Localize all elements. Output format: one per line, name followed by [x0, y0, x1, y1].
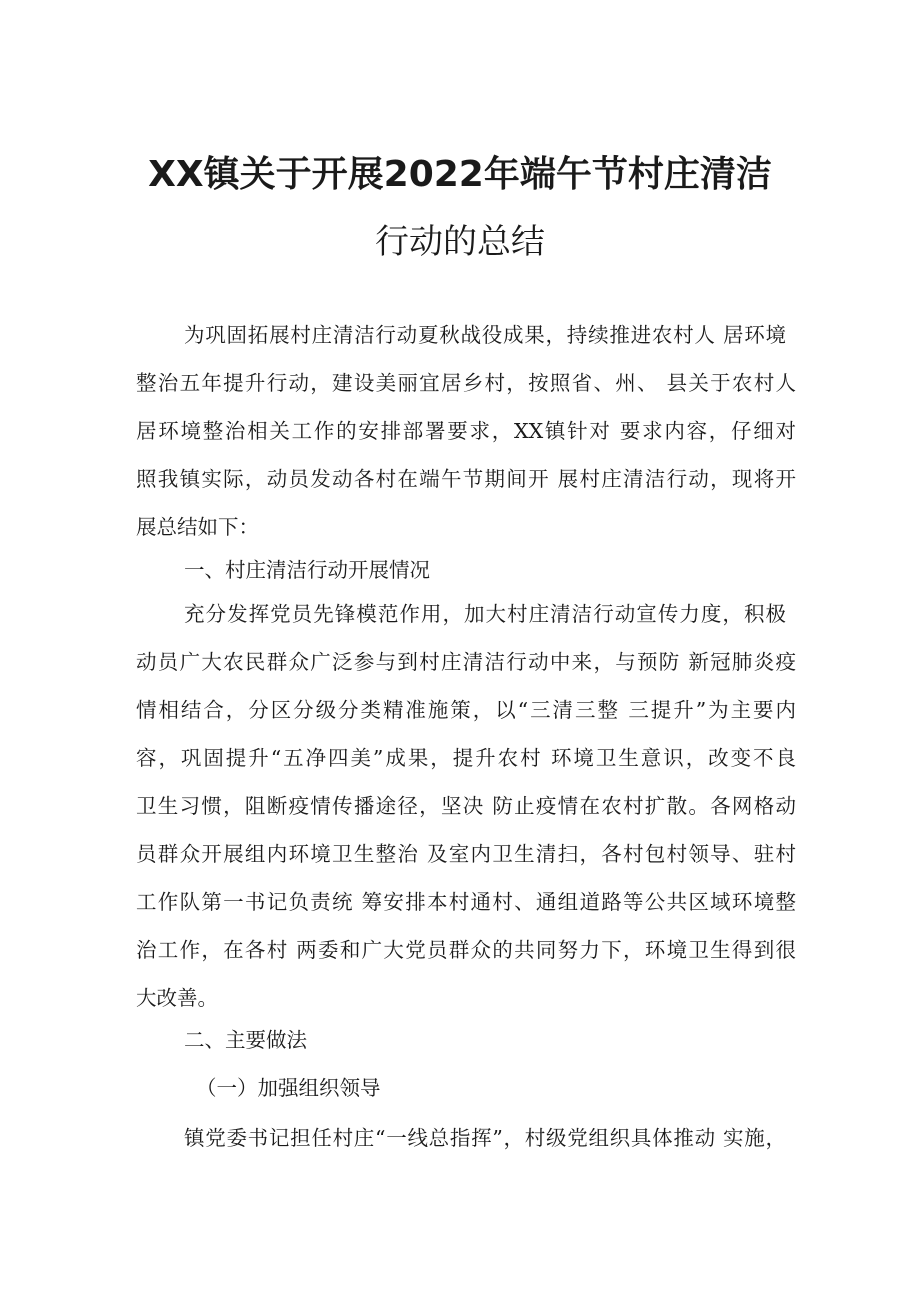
- section-1-line: 动员广大农民群众广泛参与到村庄清洁行动中来，与预防 新冠肺炎疫: [136, 650, 796, 674]
- section-1-heading: 一、村庄清洁行动开展情况: [184, 558, 430, 582]
- section-1-line: 卫生习惯，阻断疫情传播途径，坚决 防止疫情在农村扩散。各网格动: [136, 794, 796, 818]
- intro-line: 居环境整治相关工作的安排部署要求，XX镇针对 要求内容，仔细对: [136, 419, 796, 443]
- intro-line: 展总结如下：: [136, 515, 259, 539]
- document-title-line-2: 行动的总结: [375, 222, 545, 262]
- section-2-subheading-1: （一）加强组织领导: [196, 1076, 381, 1100]
- section-2-heading: 二、主要做法: [184, 1028, 307, 1052]
- section-1-line: 治工作，在各村 两委和广大党员群众的共同努力下，环境卫生得到很: [136, 938, 796, 962]
- section-1-line: 充分发挥党员先锋模范作用，加大村庄清洁行动宣传力度，积极: [184, 602, 786, 626]
- intro-line: 为巩固拓展村庄清洁行动夏秋战役成果，持续推进农村人 居环境: [184, 323, 786, 347]
- section-1-line: 大改善。: [136, 986, 218, 1010]
- intro-line: 照我镇实际，动员发动各村在端午节期间开 展村庄清洁行动，现将开: [136, 467, 796, 491]
- document-title-line-1: XX镇关于开展2022年端午节村庄清洁: [148, 154, 772, 195]
- section-1-line: 员群众开展组内环境卫生整治 及室内卫生清扫，各村包村领导、驻村: [136, 842, 796, 866]
- section-1-line: 情相结合，分区分级分类精准施策，以“三清三整 三提升”为主要内: [136, 698, 796, 722]
- section-2-sub-1-line: 镇党委书记担任村庄“一线总指挥”，村级党组织具体推动 实施，: [184, 1126, 786, 1150]
- intro-line: 整治五年提升行动，建设美丽宜居乡村，按照省、州、 县关于农村人: [136, 371, 796, 395]
- section-1-line: 工作队第一书记负责统 筹安排本村通村、通组道路等公共区域环境整: [136, 890, 796, 914]
- section-1-line: 容，巩固提升“五净四美”成果，提升农村 环境卫生意识，改变不良: [136, 746, 796, 770]
